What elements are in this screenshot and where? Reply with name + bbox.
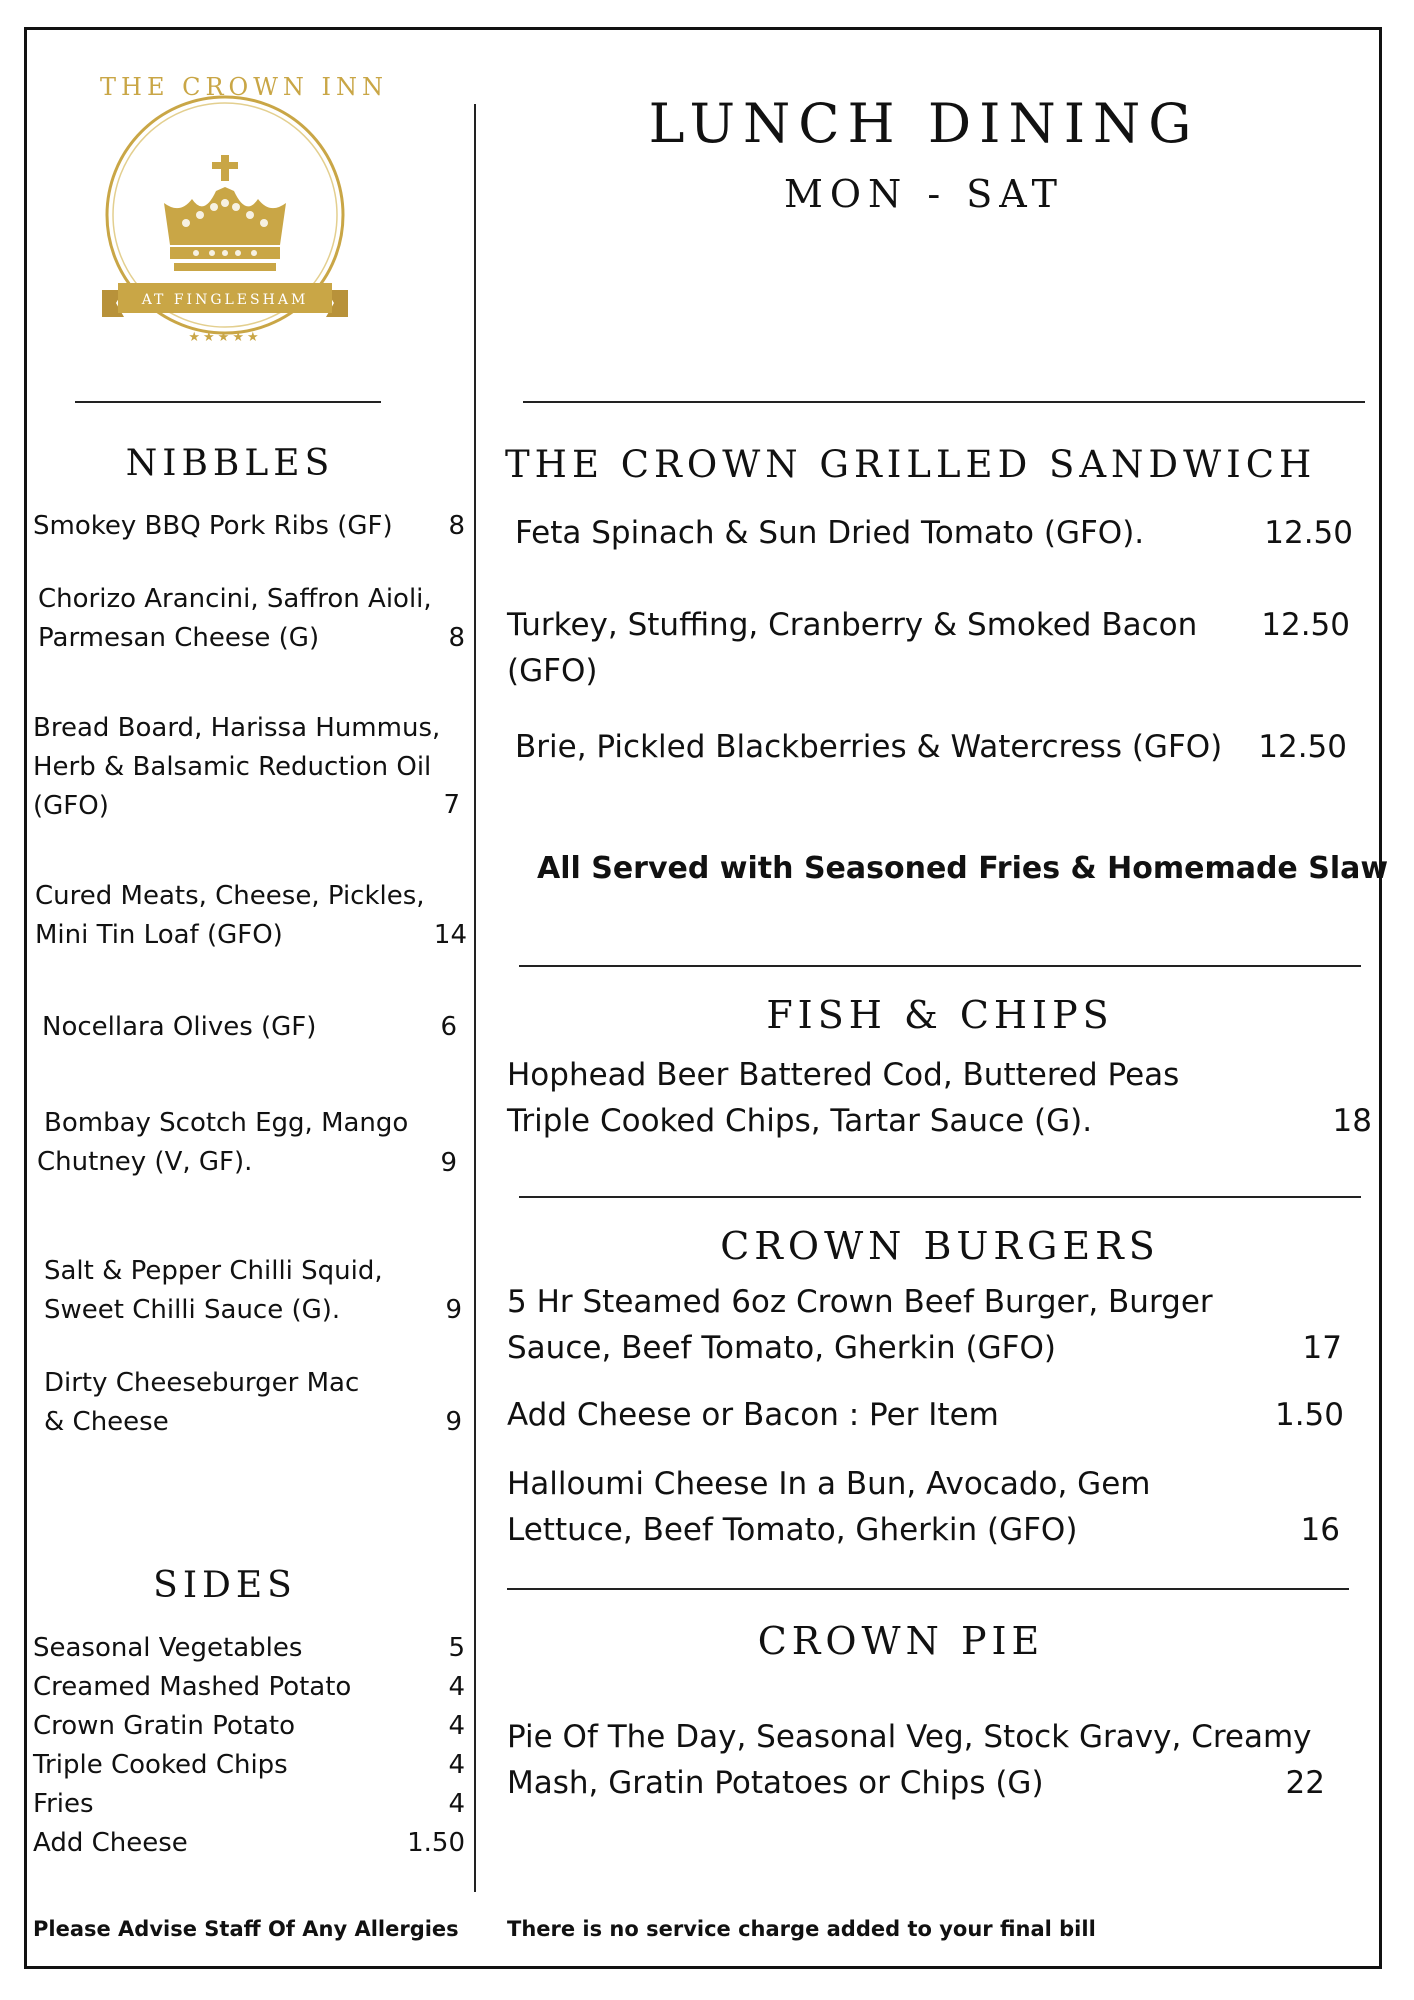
pie-item: Pie Of The Day, Seasonal Veg, Stock Gravy, Creamy Mash, Gratin Potatoes or Chips (G) — [507, 1719, 1312, 1801]
burger-item: Add Cheese or Bacon : Per Item — [507, 1397, 999, 1433]
column-divider — [474, 104, 476, 1892]
side-item: Add Cheese 1.50 — [33, 1828, 465, 1858]
sandwich-item: Brie, Pickled Blackberries & Watercress (GFO) — [515, 729, 1223, 765]
nibble-price: 9 — [440, 1148, 457, 1178]
sandwich-price: 12.50 — [1258, 729, 1347, 765]
pie-price: 22 — [1285, 1765, 1325, 1801]
nibble-item: Bombay Scotch Egg, Mango Chutney (V, GF). — [37, 1108, 409, 1177]
divider-burgers — [507, 1588, 1349, 1590]
nibble-item: Nocellara Olives (GF) — [42, 1012, 317, 1042]
sandwich-price: 12.50 — [1261, 607, 1350, 643]
fish-item: Hophead Beer Battered Cod, Buttered Peas Triple Cooked Chips, Tartar Sauce (G). — [507, 1057, 1180, 1139]
burger-price: 1.50 — [1274, 1397, 1344, 1433]
side-item: Crown Gratin Potato 4 — [33, 1711, 465, 1741]
nibble-price: 7 — [443, 790, 460, 820]
sandwich-title: THE CROWN GRILLED SANDWICH — [505, 443, 1317, 486]
crown-logo-icon — [100, 73, 388, 345]
fish-title: FISH & CHIPS — [766, 993, 1114, 1037]
burgers-title: CROWN BURGERS — [720, 1224, 1160, 1268]
burger-price: 17 — [1302, 1330, 1342, 1366]
side-item: Creamed Mashed Potato 4 — [33, 1672, 465, 1702]
nibbles-title: NIBBLES — [125, 443, 335, 484]
sides-title: SIDES — [153, 1565, 297, 1606]
logo — [100, 73, 388, 345]
nibble-item: Cured Meats, Cheese, Pickles, Mini Tin Loaf (GFO) — [35, 881, 425, 950]
burger-price: 16 — [1300, 1512, 1340, 1548]
sandwich-price: 12.50 — [1264, 515, 1353, 551]
service-charge-notice: There is no service charge added to your final bill — [507, 1917, 1096, 1941]
nibble-item: Salt & Pepper Chilli Squid, Sweet Chilli Sauce (G). — [44, 1256, 383, 1325]
page-subtitle: MON - SAT — [783, 172, 1065, 216]
nibble-item: Bread Board, Harissa Hummus, Herb & Balsamic Reduction Oil (GFO) — [33, 713, 441, 821]
page-title: LUNCH DINING — [648, 92, 1200, 155]
nibble-item: Smokey BBQ Pork Ribs (GF) — [33, 511, 393, 541]
sandwich-item: Feta Spinach & Sun Dried Tomato (GFO). — [515, 515, 1145, 551]
divider-header — [523, 401, 1365, 403]
side-item: Fries 4 — [33, 1789, 465, 1819]
nibble-item: Chorizo Arancini, Saffron Aioli, Parmesan Cheese (G) — [38, 584, 432, 653]
side-item: Seasonal Vegetables 5 — [33, 1633, 465, 1663]
logo-arc-text: THE CROWN INN — [100, 73, 388, 101]
pie-title: CROWN PIE — [757, 1619, 1045, 1663]
sandwich-note: All Served with Seasoned Fries & Homemade Slaw — [537, 851, 1389, 886]
logo-stars: ★★★★★ — [188, 330, 262, 345]
divider-sandwich — [519, 965, 1361, 967]
nibble-price: 6 — [440, 1012, 457, 1042]
divider-fish — [519, 1196, 1361, 1198]
logo-ribbon-text: AT FINGLESHAM — [141, 292, 309, 308]
nibble-price: 9 — [445, 1295, 462, 1325]
sandwich-item: Turkey, Stuffing, Cranberry & Smoked Bacon (GFO) — [507, 607, 1198, 689]
fish-price: 18 — [1332, 1103, 1372, 1139]
nibble-item: Dirty Cheeseburger Mac & Cheese — [44, 1368, 360, 1437]
nibble-price: 8 — [448, 623, 465, 653]
allergy-notice: Please Advise Staff Of Any Allergies — [33, 1917, 459, 1941]
nibble-price: 9 — [445, 1407, 462, 1437]
divider-logo — [75, 401, 381, 403]
side-item: Triple Cooked Chips 4 — [33, 1750, 465, 1780]
nibble-price: 14 — [433, 920, 467, 950]
burger-item: Halloumi Cheese In a Bun, Avocado, Gem Lettuce, Beef Tomato, Gherkin (GFO) — [507, 1466, 1151, 1548]
burger-item: 5 Hr Steamed 6oz Crown Beef Burger, Burger Sauce, Beef Tomato, Gherkin (GFO) — [507, 1284, 1213, 1366]
nibble-price: 8 — [448, 511, 465, 541]
